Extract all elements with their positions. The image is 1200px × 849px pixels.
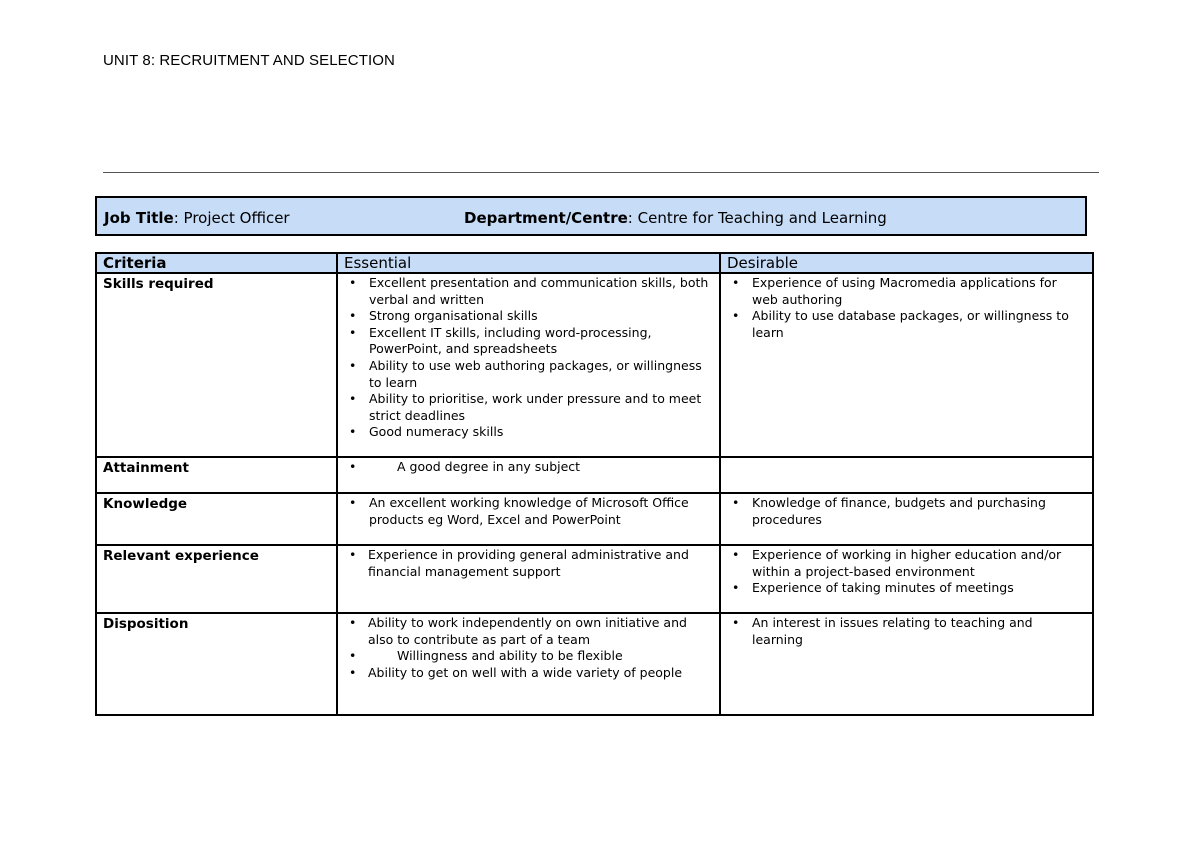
essential-cell [337,545,720,613]
criteria-cell: Disposition [96,613,337,715]
criteria-cell: Relevant experience [96,545,337,613]
desirable-cell [720,613,1093,715]
list-item-text: Ability to get on well with a wide variety of people [368,664,683,680]
desirable-cell [720,273,1093,457]
list-item: • Knowledge of finance, budgets and purchasing procedures [727,495,1086,528]
job-title-value: Project Officer [183,209,290,227]
desirable-list [727,547,1086,597]
list-item: • An excellent working knowledge of Microsoft Office products eg Word, Excel and PowerPoint [344,495,713,528]
department-value: Centre for Teaching and Learning [637,209,887,227]
desirable-list [727,275,1086,341]
table-row-knowledge [96,493,1093,545]
list-item [344,648,713,665]
list-item [344,547,713,580]
essential-cell [337,457,720,493]
list-item-text: Experience in providing general administrative and financial management support [368,547,689,579]
desirable-cell [720,545,1093,613]
essential-cell [337,613,720,715]
list-item: • Strong organisational skills [344,308,713,325]
list-item: • Good numeracy skills [344,424,713,441]
essential-list [344,459,713,476]
list-item: • Ability to use web authoring packages, or willingness to learn [344,358,713,391]
list-item-text: Ability to work independently on own initiative and also to contribute as part of a team [368,615,687,647]
table-row-attainment [96,457,1093,493]
list-item: • Experience of using Macromedia applications for web authoring [727,275,1086,308]
criteria-cell: Skills required [96,273,337,457]
department-field [464,209,887,227]
essential-list [344,495,713,528]
table-row-disposition [96,613,1093,715]
person-specification-table [95,252,1094,716]
list-item [344,665,713,682]
list-item: • Ability to prioritise, work under pressure and to meet strict deadlines [344,391,713,424]
table-row-skills [96,273,1093,457]
table-row-relevant-experience [96,545,1093,613]
department-label: Department/Centre [464,209,628,227]
list-item-text: A good degree in any subject [397,459,581,474]
essential-list [344,547,713,580]
list-item [344,459,713,476]
job-details-banner [95,196,1087,236]
job-title-colon: : [173,209,184,227]
header-divider [103,172,1099,173]
column-header-desirable: Desirable [720,253,1093,273]
desirable-cell [720,457,1093,493]
essential-cell [337,273,720,457]
unit-heading: UNIT 8: RECRUITMENT AND SELECTION [103,52,395,69]
criteria-cell: Knowledge [96,493,337,545]
list-item: • Experience of working in higher education and/or within a project-based environment [727,547,1086,580]
job-title-field [104,209,290,227]
column-header-criteria: Criteria [96,253,337,273]
list-item-text: Willingness and ability to be flexible [397,648,623,664]
desirable-list [727,615,1086,648]
essential-list [344,275,713,441]
list-item: • An interest in issues relating to teaching and learning [727,615,1086,648]
desirable-list [727,495,1086,528]
list-item: • Experience of taking minutes of meetings [727,580,1086,597]
department-colon: : [627,209,638,227]
criteria-cell: Attainment [96,457,337,493]
list-item [344,615,713,648]
desirable-cell [720,493,1093,545]
job-title-label: Job Title [104,209,174,227]
column-header-essential: Essential [337,253,720,273]
list-item: • Excellent IT skills, including word-processing, PowerPoint, and spreadsheets [344,325,713,358]
essential-list [344,615,713,681]
list-item: • Excellent presentation and communication skills, both verbal and written [344,275,713,308]
table-header-row [96,253,1093,273]
essential-cell [337,493,720,545]
list-item: • Ability to use database packages, or willingness to learn [727,308,1086,341]
